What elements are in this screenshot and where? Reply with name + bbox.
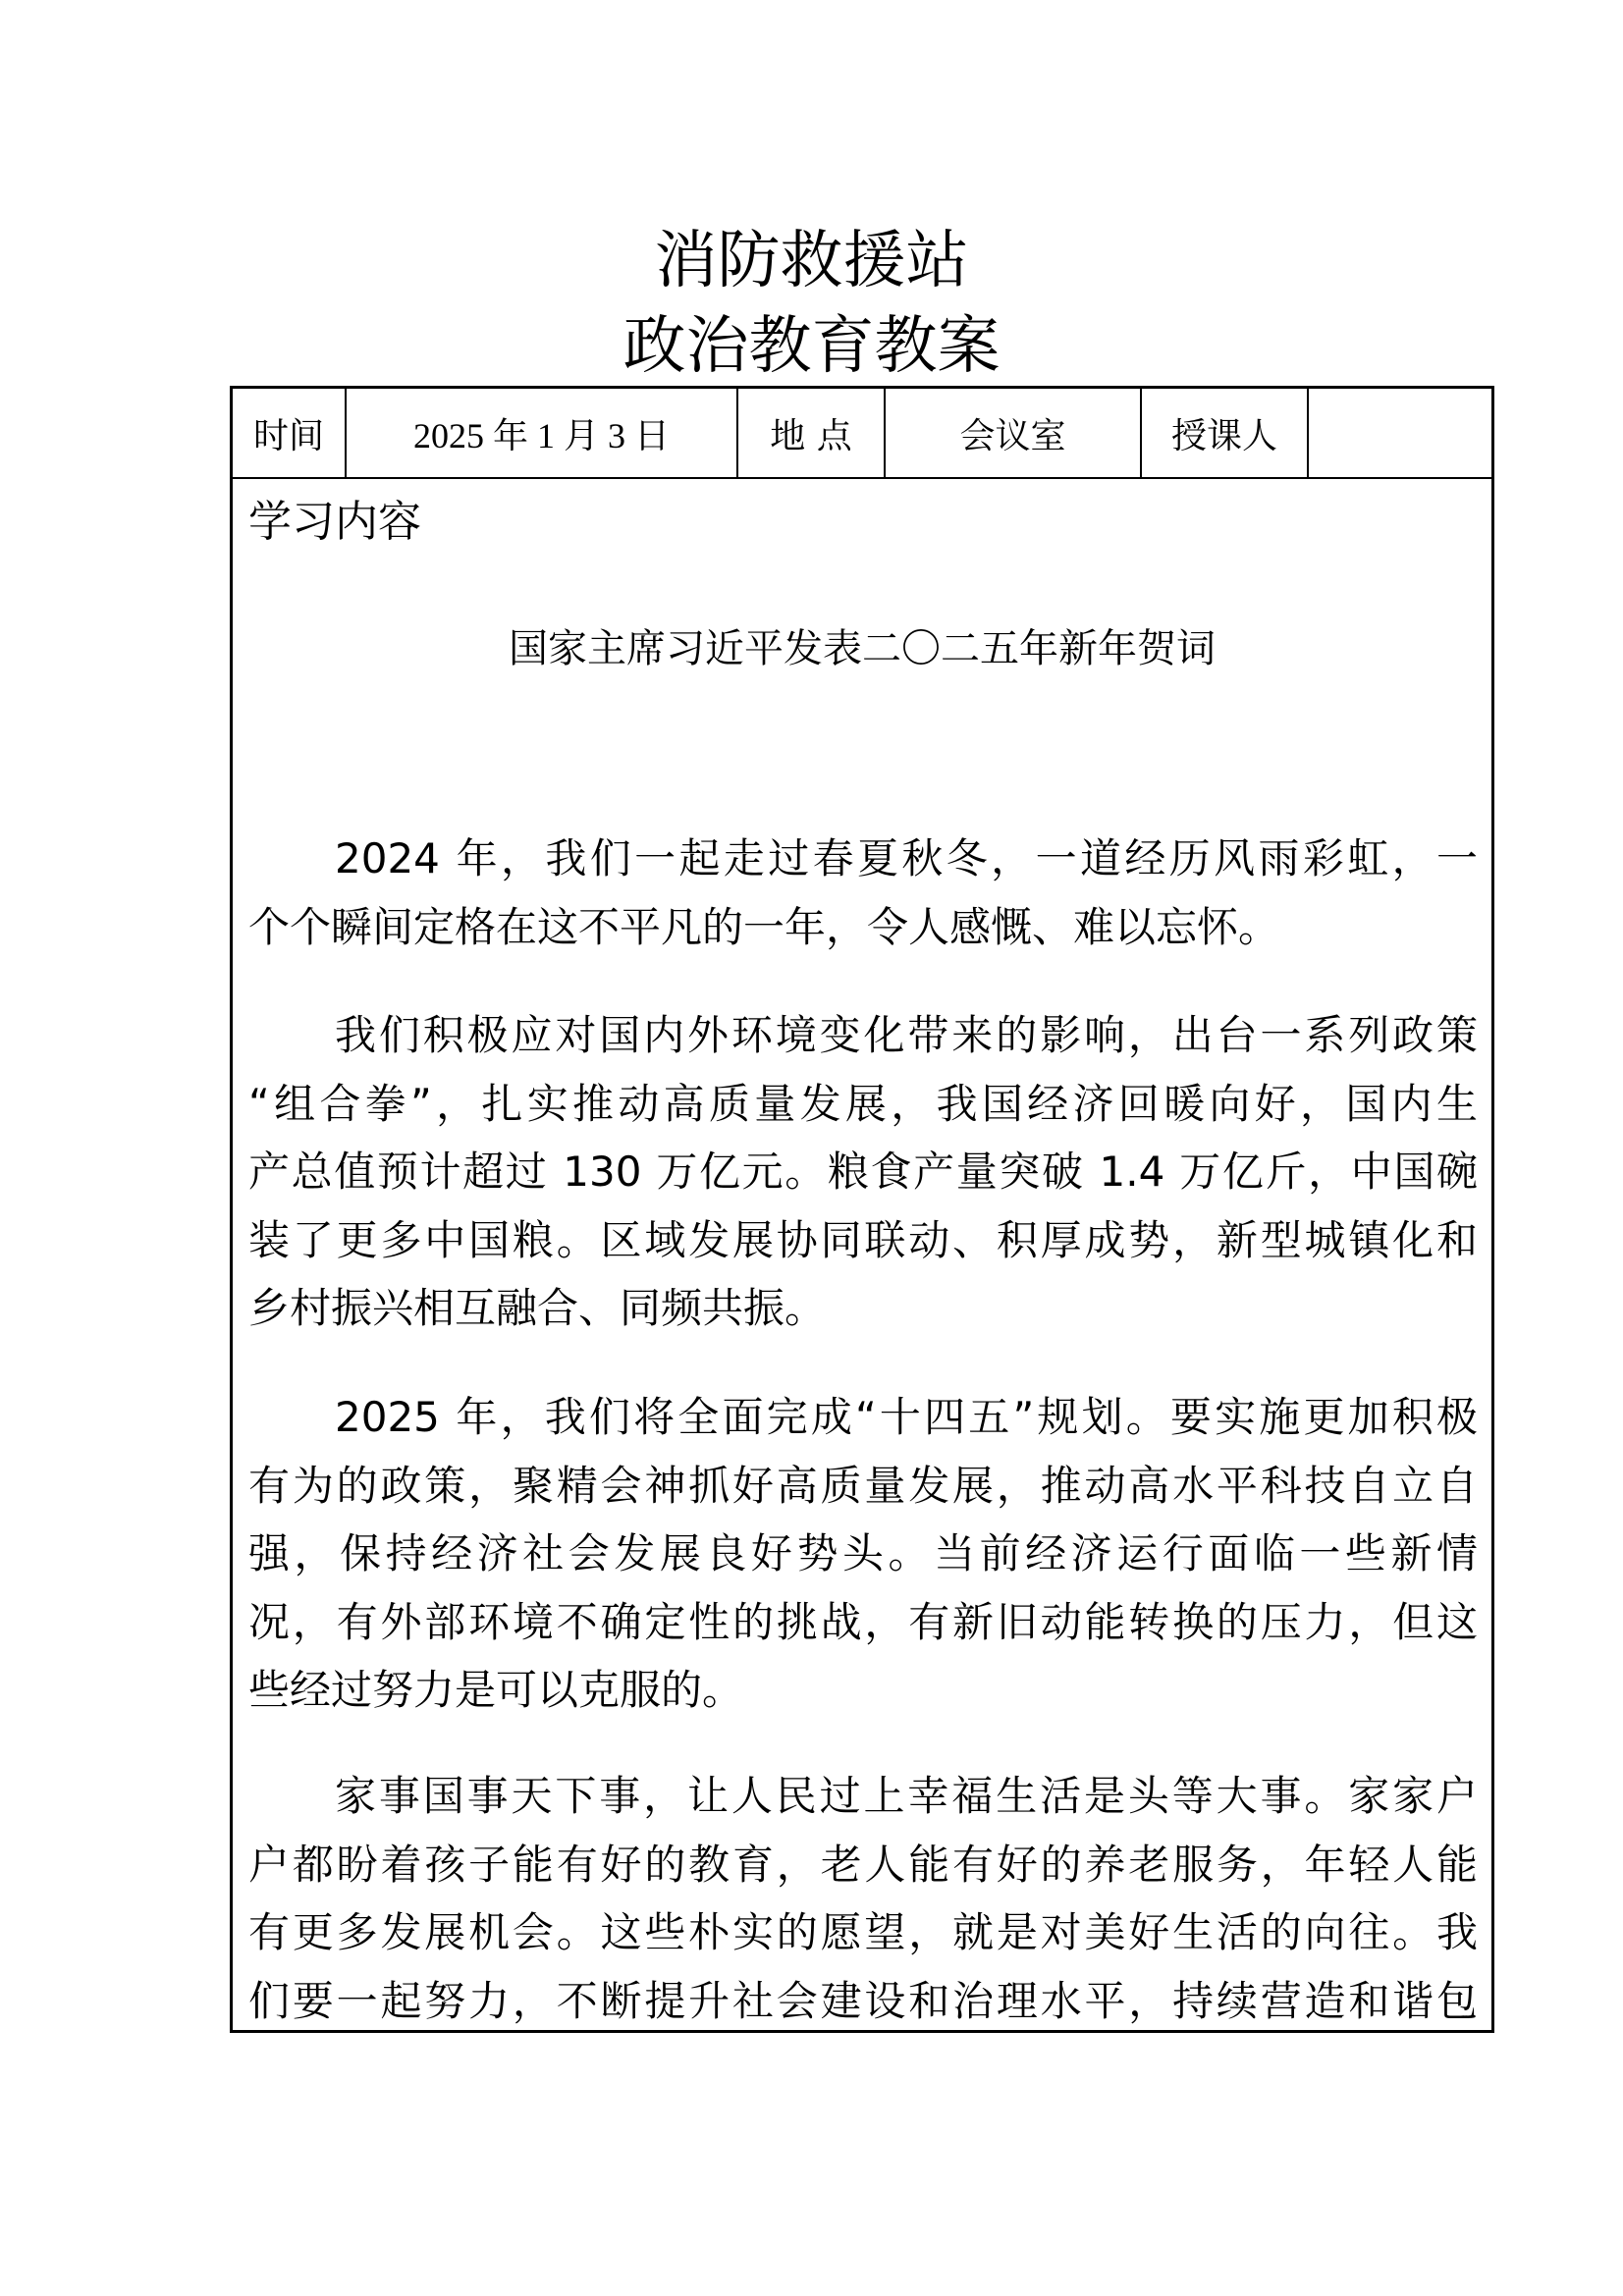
content-label: 学习内容 xyxy=(248,497,421,547)
paragraph-line: 有为的政策，聚精会神抓好高质量发展，推动高水平科技自立自 xyxy=(248,1461,1478,1510)
paragraph-line: 家事国事天下事，让人民过上幸福生活是头等大事。家家户 xyxy=(335,1772,1478,1820)
paragraph-line: 装了更多中国粮。区域发展协同联动、积厚成势，新型城镇化和 xyxy=(248,1215,1478,1264)
lecturer-label: 授课人 xyxy=(1142,389,1309,477)
paragraph-line: 况，有外部环境不确定性的挑战，有新旧动能转换的压力，但这 xyxy=(248,1597,1478,1646)
paragraph-line: 户都盼着孩子能有好的教育，老人能有好的养老服务，年轻人能 xyxy=(248,1840,1478,1889)
place-label: 地 点 xyxy=(738,389,886,477)
lecturer-value xyxy=(1309,389,1491,477)
paragraph-line: 个个瞬间定格在这不平凡的一年，令人感慨、难以忘怀。 xyxy=(248,902,1280,951)
place-value: 会议室 xyxy=(886,389,1142,477)
paragraph-line: 们要一起努力，不断提升社会建设和治理水平，持续营造和谐包 xyxy=(248,1976,1478,2025)
paragraph-line: 2025 年，我们将全面完成“十四五”规划。要实施更加积极 xyxy=(335,1393,1478,1441)
time-value: 2025 年 1 月 3 日 xyxy=(347,389,738,477)
paragraph-line: 产总值预计超过 130 万亿元。粮食产量突破 1.4 万亿斤，中国碗 xyxy=(248,1148,1478,1196)
title-line-1: 消防救援站 xyxy=(654,225,969,297)
paragraph-line: 些经过努力是可以克服的。 xyxy=(248,1666,744,1714)
paragraph-line: 2024 年，我们一起走过春夏秋冬，一道经历风雨彩虹，一 xyxy=(335,834,1478,882)
time-label: 时间 xyxy=(233,389,347,477)
paragraph-line: 乡村振兴相互融合、同频共振。 xyxy=(248,1284,827,1332)
paragraph-line: “组合拳”，扎实推动高质量发展，我国经济回暖向好，国内生 xyxy=(248,1079,1478,1128)
title-line-2: 政治教育教案 xyxy=(622,310,1001,383)
paragraph-line: 强，保持经济社会发展良好势头。当前经济运行面临一些新情 xyxy=(248,1529,1478,1577)
header-row xyxy=(233,389,1491,479)
lesson-plan-table xyxy=(230,386,1494,2033)
paragraph-line: 我们积极应对国内外环境变化带来的影响，出台一系列政策 xyxy=(335,1011,1478,1059)
paragraph-line: 有更多发展机会。这些朴实的愿望，就是对美好生活的向往。我 xyxy=(248,1908,1478,1956)
article-title: 国家主席习近平发表二〇二五年新年贺词 xyxy=(509,626,1216,671)
